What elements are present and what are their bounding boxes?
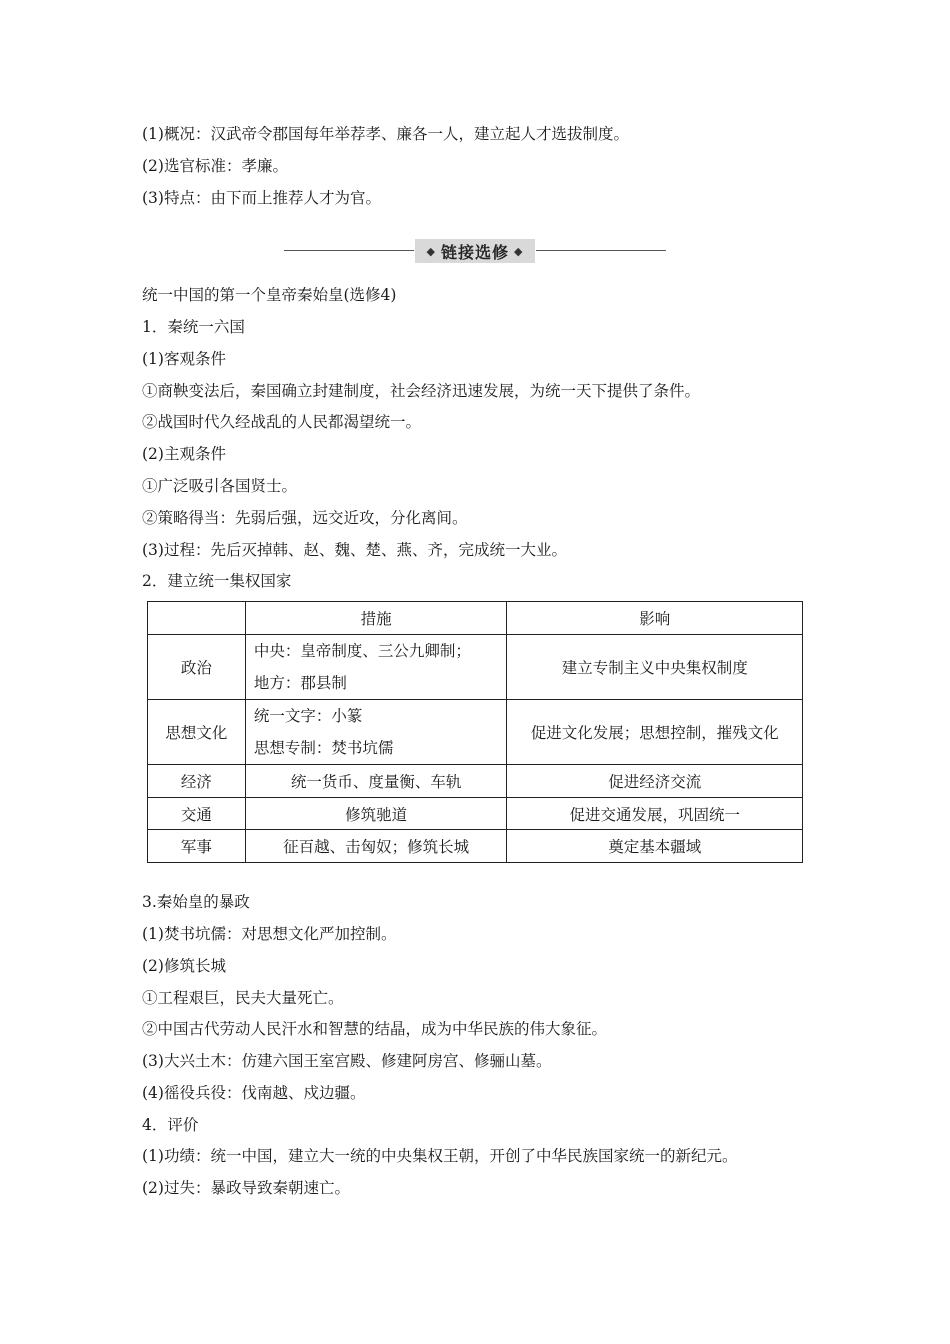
text-line: (3)大兴土木：仿建六国王室宫殿、修建阿房宫、修骊山墓。 <box>142 1052 552 1070</box>
text-line: 1．秦统一六国 <box>142 318 245 336</box>
text-line: (2)过失：暴政导致秦朝速亡。 <box>142 1179 350 1197</box>
table-row <box>148 635 803 700</box>
divider-right <box>536 250 666 251</box>
measure-line: 中央：皇帝制度、三公九卿制； <box>253 642 471 660</box>
text-line: (2)主观条件 <box>142 445 226 463</box>
banner-title: 链接选修 <box>440 242 509 262</box>
measures-cell: 修筑驰道 <box>245 798 507 830</box>
text-line: (1)客观条件 <box>142 350 226 368</box>
measures-cell <box>245 635 507 700</box>
text-line: (2)选官标准：孝廉。 <box>142 157 288 175</box>
banner-box <box>415 239 535 263</box>
diamond-icon: ◆ <box>514 244 524 258</box>
row-label: 交通 <box>148 798 246 830</box>
text-line: ①工程艰巨，民夫大量死亡。 <box>142 989 344 1007</box>
divider-left <box>284 250 414 251</box>
text-line: (1)功绩：统一中国，建立大一统的中央集权王朝，开创了中华民族国家统一的新纪元。 <box>142 1147 738 1165</box>
header-cell: 影响 <box>507 602 803 635</box>
table-header-row <box>148 602 803 635</box>
text-line: 3.秦始皇的暴政 <box>142 893 250 911</box>
text-line: ②策略得当：先弱后强，远交近攻，分化离间。 <box>142 509 468 527</box>
row-label: 经济 <box>148 765 246 798</box>
measures-cell <box>245 700 507 765</box>
measure-line: 思想专制：焚书坑儒 <box>253 739 394 757</box>
impact-cell: 促进经济交流 <box>507 765 803 798</box>
section-banner <box>284 239 666 263</box>
text-line: (2)修筑长城 <box>142 957 226 975</box>
diamond-icon: ◆ <box>426 244 436 258</box>
measures-cell: 征百越、击匈奴；修筑长城 <box>245 830 507 863</box>
text-line: ②战国时代久经战乱的人民都渴望统一。 <box>142 413 422 431</box>
header-cell: 措施 <box>245 602 507 635</box>
text-line: (1)概况：汉武帝令郡国每年举荐孝、廉各一人，建立起人才选拔制度。 <box>142 125 629 143</box>
text-line: ①广泛吸引各国贤士。 <box>142 477 298 495</box>
text-line: (3)过程：先后灭掉韩、赵、魏、楚、燕、齐，完成统一大业。 <box>142 541 567 559</box>
section-heading: 统一中国的第一个皇帝秦始皇(选修4) <box>142 286 397 304</box>
measures-table <box>147 601 803 863</box>
header-cell <box>148 602 246 635</box>
measure-line: 统一文字：小篆 <box>253 707 363 725</box>
table-row <box>148 765 803 798</box>
text-line: ①商鞅变法后，秦国确立封建制度，社会经济迅速发展，为统一天下提供了条件。 <box>142 382 701 400</box>
impact-cell: 建立专制主义中央集权制度 <box>507 635 803 700</box>
row-label: 政治 <box>148 635 246 700</box>
measures-cell: 统一货币、度量衡、车轨 <box>245 765 507 798</box>
row-label: 思想文化 <box>148 700 246 765</box>
impact-cell: 奠定基本疆域 <box>507 830 803 863</box>
impact-cell: 促进文化发展；思想控制，摧残文化 <box>507 700 803 765</box>
text-line: (4)徭役兵役：伐南越、戍边疆。 <box>142 1084 366 1102</box>
text-line: (1)焚书坑儒：对思想文化严加控制。 <box>142 925 397 943</box>
text-line: (3)特点：由下而上推荐人才为官。 <box>142 189 381 207</box>
table-row <box>148 798 803 830</box>
measure-line: 地方：郡县制 <box>253 674 347 692</box>
impact-cell: 促进交通发展，巩固统一 <box>507 798 803 830</box>
text-line: 4．评价 <box>142 1116 199 1134</box>
text-line: ②中国古代劳动人民汗水和智慧的结晶，成为中华民族的伟大象征。 <box>142 1020 608 1038</box>
table-row <box>148 830 803 863</box>
text-line: 2．建立统一集权国家 <box>142 572 292 590</box>
row-label: 军事 <box>148 830 246 863</box>
table-row <box>148 700 803 765</box>
